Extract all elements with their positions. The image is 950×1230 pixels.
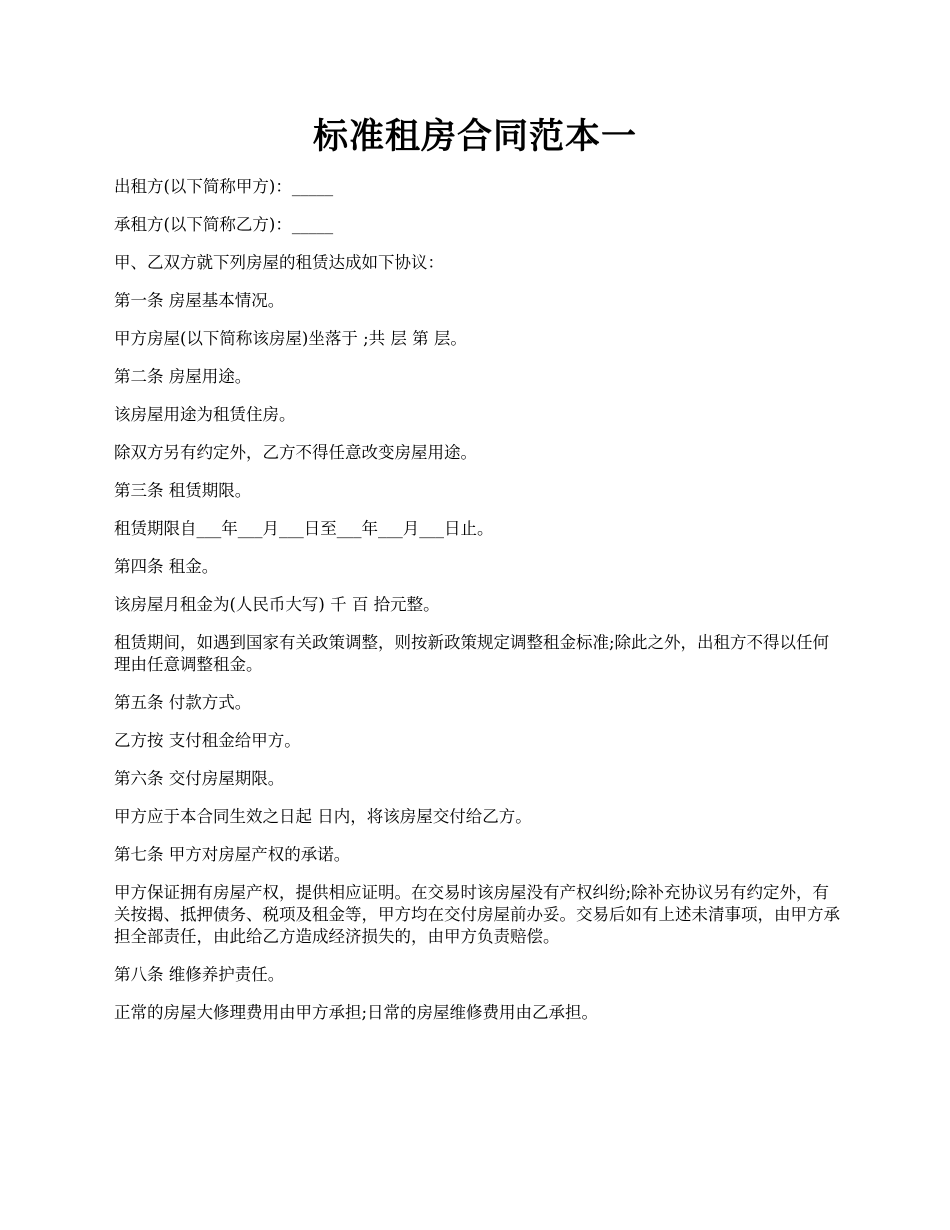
article-6-text: 甲方应于本合同生效之日起 日内，将该房屋交付给乙方。 bbox=[114, 807, 532, 826]
article-8-text: 正常的房屋大修理费用由甲方承担;日常的房屋维修费用由乙承担。 bbox=[114, 1003, 599, 1022]
article-2-heading: 第二条 房屋用途。 bbox=[114, 367, 252, 386]
article-1-heading: 第一条 房屋基本情况。 bbox=[114, 291, 285, 310]
article-1-text: 甲方房屋(以下简称该房屋)坐落于 ;共 层 第 层。 bbox=[114, 329, 467, 348]
article-6-heading: 第六条 交付房屋期限。 bbox=[114, 769, 285, 788]
article-7-text: 甲方保证拥有房屋产权，提供相应证明。在交易时该房屋没有产权纠纷;除补充协议另有约定外，有关按揭、抵押债务、税项及租金等，甲方均在交付房屋前办妥。交易后如有上述未清事项，由甲方承担全部责任，由此给乙方造成经济损失的，由甲方负责赔偿。 bbox=[114, 883, 840, 946]
document-title: 标准租房合同范本一 bbox=[312, 116, 637, 157]
article-4-heading: 第四条 租金。 bbox=[114, 557, 219, 576]
article-5-text: 乙方按 支付租金给甲方。 bbox=[114, 731, 301, 750]
article-2-text-1: 该房屋用途为租赁住房。 bbox=[114, 405, 296, 424]
article-2-text-2: 除双方另有约定外，乙方不得任意改变房屋用途。 bbox=[114, 443, 477, 462]
article-4-text-2: 租赁期间，如遇到国家有关政策调整，则按新政策规定调整租金标准;除此之外，出租方不得以任何理由任意调整租金。 bbox=[114, 633, 830, 674]
document-body bbox=[114, 176, 842, 1040]
agreement-intro: 甲、乙双方就下列房屋的租赁达成如下协议： bbox=[114, 253, 444, 272]
article-8-heading: 第八条 维修养护责任。 bbox=[114, 965, 285, 984]
article-7-heading: 第七条 甲方对房屋产权的承诺。 bbox=[114, 845, 351, 864]
article-5-heading: 第五条 付款方式。 bbox=[114, 693, 252, 712]
article-3-text: 租赁期限自___年___月___日至___年___月___日止。 bbox=[114, 519, 494, 538]
party-a-line: 出租方(以下简称甲方)：_____ bbox=[114, 177, 334, 196]
article-3-heading: 第三条 租赁期限。 bbox=[114, 481, 252, 500]
article-4-text-1: 该房屋月租金为(人民币大写) 千 百 拾元整。 bbox=[114, 595, 440, 614]
party-b-line: 承租方(以下简称乙方)：_____ bbox=[114, 215, 334, 234]
